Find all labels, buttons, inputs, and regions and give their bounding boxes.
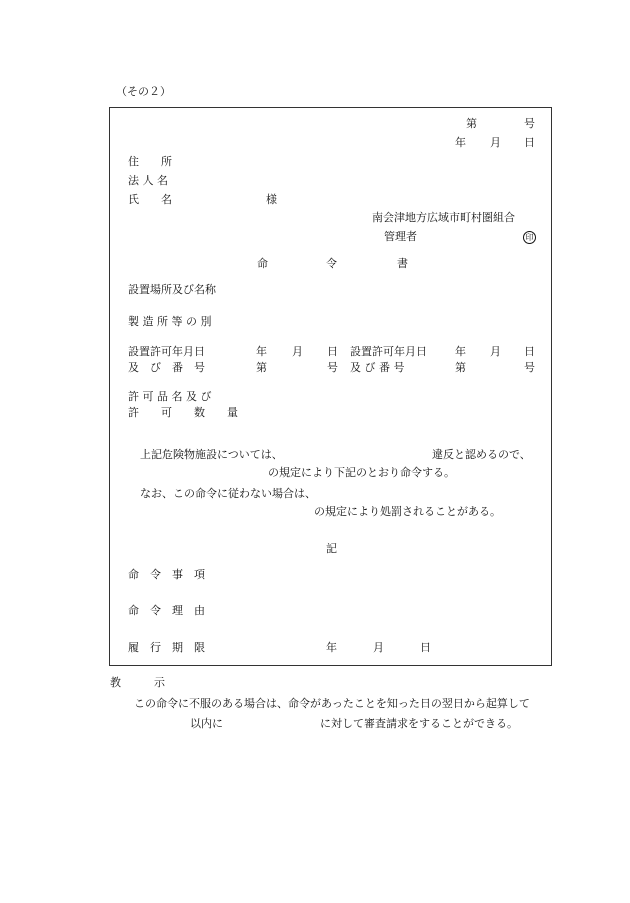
body-line-4: の規定により処罰されることがある。 (314, 505, 501, 518)
body-line-1b: 違反と認めるので、 (432, 448, 531, 461)
doc-title-char-2: 令 (326, 257, 337, 270)
seal-mark: 印 (523, 231, 536, 244)
ki-heading: 記 (326, 542, 337, 555)
permit-day-2: 日 (524, 345, 535, 358)
facility-type-label: 製 造 所 等 の 別 (128, 315, 212, 328)
issuer-title: 管理者 (384, 230, 417, 243)
deadline-month: 月 (373, 641, 384, 654)
permit-number-suffix-2: 号 (524, 361, 535, 374)
permit-year-2: 年 (455, 345, 466, 358)
notice-title: 教 示 (110, 676, 165, 689)
issuer-org: 南会津地方広域市町村圏組合 (372, 211, 515, 224)
permit-day: 日 (327, 345, 338, 358)
location-label: 設置場所及び名称 (128, 283, 216, 296)
permit-number-prefix-2: 第 (455, 361, 466, 374)
address-label: 住 所 (128, 155, 172, 168)
page-label: （その２） (116, 85, 171, 98)
permit-year: 年 (256, 345, 267, 358)
doc-title-char-1: 命 (257, 257, 268, 270)
honorific: 様 (266, 193, 277, 206)
permit-number-label: 及 び 番 号 (128, 361, 205, 374)
goods-label-1: 許 可 品 名 及 び (128, 390, 212, 403)
notice-line-2b: に対して審査請求をすることができる。 (320, 717, 518, 730)
corp-name-label: 法 人 名 (128, 174, 168, 187)
doc-number-suffix: 号 (524, 117, 535, 130)
permit-month-2: 月 (490, 345, 501, 358)
body-line-1a: 上記危険物施設については、 (140, 448, 283, 461)
notice-line-2a: 以内に (190, 717, 223, 730)
order-reason-label: 命 令 理 由 (128, 604, 205, 617)
name-label: 氏 名 (128, 193, 172, 206)
deadline-label: 履 行 期 限 (128, 641, 205, 654)
form-box (109, 107, 552, 666)
permit-month: 月 (292, 345, 303, 358)
permit-number-suffix: 号 (327, 361, 338, 374)
notice-line-1: この命令に不服のある場合は、命令があったことを知った日の翌日から起算して (134, 697, 530, 710)
goods-label-2: 許 可 数 量 (128, 406, 238, 419)
deadline-day: 日 (420, 641, 431, 654)
date-month: 月 (490, 136, 501, 149)
date-day: 日 (524, 136, 535, 149)
body-line-3: なお、この命令に従わない場合は、 (140, 487, 316, 500)
doc-number-prefix: 第 (466, 117, 477, 130)
order-matters-label: 命 令 事 項 (128, 568, 205, 581)
permit-date-label: 設置許可年月日 (128, 345, 205, 358)
permit-date-label-2: 設置許可年月日 (350, 345, 427, 358)
permit-number-label-2: 及 び 番 号 (350, 361, 405, 374)
deadline-year: 年 (326, 641, 337, 654)
date-year: 年 (455, 136, 466, 149)
doc-title-char-3: 書 (397, 257, 408, 270)
permit-number-prefix: 第 (256, 361, 267, 374)
body-line-2: の規定により下記のとおり命令する。 (268, 466, 455, 479)
